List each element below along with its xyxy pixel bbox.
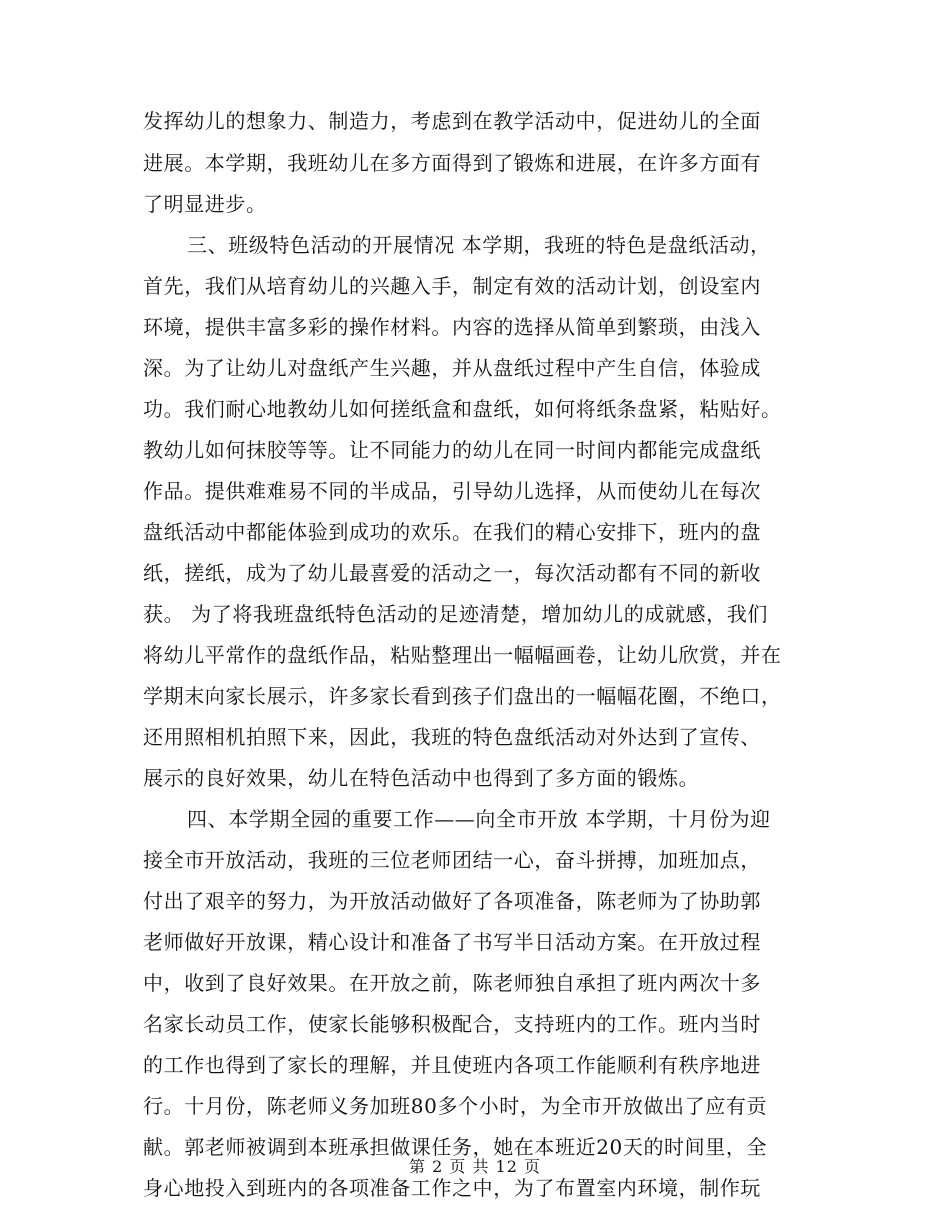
text-line: 献。郭老师被调到本班承担做课任务，她在本班近20天的时间里，全 [143, 1135, 768, 1159]
text-line: 名家长动员工作，使家长能够积极配合，支持班内的工作。班内当时 [143, 1012, 761, 1036]
text-line: 接全市开放活动，我班的三位老师团结一心，奋斗拼搏，加班加点， [143, 848, 761, 872]
text-line: 将幼儿平常作的盘纸作品，粘贴整理出一幅幅画卷，让幼儿欣赏，并在 [143, 643, 782, 667]
text-line: 作品。提供难难易不同的半成品，引导幼儿选择，从而使幼儿在每次 [143, 479, 761, 503]
text-line: 发挥幼儿的想象力、制造力，考虑到在教学活动中，促进幼儿的全面 [143, 109, 761, 133]
text-line: 深。为了让幼儿对盘纸产生兴趣，并从盘纸过程中产生自信，体验成 [143, 356, 761, 380]
text-line: 的工作也得到了家长的理解，并且使班内各项工作能顺利有秩序地进 [143, 1053, 761, 1077]
text-line: 纸，搓纸，成为了幼儿最喜爱的活动之一，每次活动都有不同的新收 [143, 561, 761, 585]
text-line: 了明显进步。 [143, 192, 267, 216]
section-heading-line: 三、班级特色活动的开展情况 本学期，我班的特色是盘纸活动， [187, 233, 771, 257]
text-line: 展示的良好效果，幼儿在特色活动中也得到了多方面的锻炼。 [143, 766, 700, 790]
text-line: 还用照相机拍照下来，因此，我班的特色盘纸活动对外达到了宣传、 [143, 725, 761, 749]
text-line: 环境，提供丰富多彩的操作材料。内容的选择从简单到繁琐，由浅入 [143, 315, 761, 339]
text-line: 首先，我们从培育幼儿的兴趣入手，制定有效的活动计划，创设室内 [143, 274, 761, 298]
text-line: 身心地投入到班内的各项准备工作之中，为了布置室内环境，制作玩 [143, 1176, 761, 1200]
text-line: 盘纸活动中都能体验到成功的欢乐。在我们的精心安排下，班内的盘 [143, 520, 761, 544]
section-heading-line: 四、本学期全园的重要工作——向全市开放 本学期，十月份为迎 [187, 807, 771, 831]
text-line: 获。 为了将我班盘纸特色活动的足迹清楚，增加幼儿的成就感，我们 [143, 602, 768, 626]
text-line: 进展。本学期，我班幼儿在多方面得到了锻炼和进展，在许多方面有 [143, 151, 761, 175]
text-line: 功。我们耐心地教幼儿如何搓纸盒和盘纸，如何将纸条盘紧，粘贴好。 [143, 397, 782, 421]
text-line: 学期末向家长展示，许多家长看到孩子们盘出的一幅幅花圈，不绝口， [143, 684, 782, 708]
text-line: 行。十月份，陈老师义务加班80多个小时，为全市开放做出了应有贡 [143, 1094, 768, 1118]
text-line: 中，收到了良好效果。在开放之前，陈老师独自承担了班内两次十多 [143, 971, 761, 995]
text-line: 老师做好开放课，精心设计和准备了书写半日活动方案。在开放过程 [143, 930, 761, 954]
text-line: 付出了艰辛的努力，为开放活动做好了各项准备，陈老师为了协助郭 [143, 889, 761, 913]
text-line: 教幼儿如何抹胶等等。让不同能力的幼儿在同一时间内都能完成盘纸 [143, 438, 761, 462]
page-number-footer: 第 2 页 共 12 页 [409, 1157, 541, 1176]
